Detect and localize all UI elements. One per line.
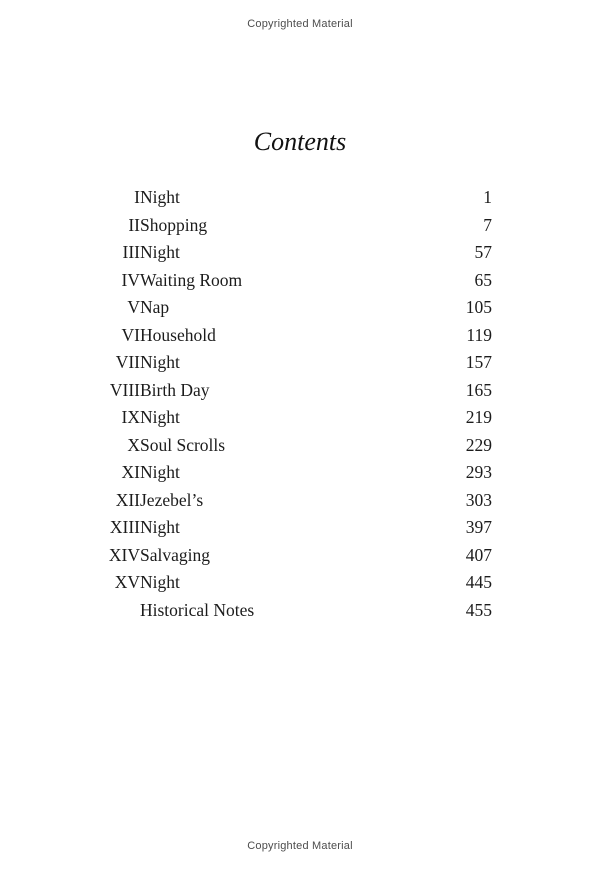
copyright-watermark-top: Copyrighted Material [247, 18, 353, 30]
chapter-numeral: IX [121, 407, 140, 427]
chapter-title: Shopping [140, 214, 208, 235]
toc-row [100, 184, 492, 212]
chapter-page-number: 407 [465, 544, 492, 565]
toc-row [100, 267, 492, 295]
chapter-numeral: XIV [108, 544, 140, 565]
chapter-numeral [100, 597, 140, 625]
chapter-title: Soul Scrolls [140, 434, 226, 455]
chapter-page-number: 293 [465, 462, 492, 482]
chapter-title: Historical Notes [140, 599, 255, 620]
toc-row [100, 514, 492, 542]
chapter-title: Birth Day [140, 379, 210, 400]
chapter-page-number: 105 [465, 297, 492, 317]
chapter-numeral: V [127, 297, 140, 317]
chapter-page-number: 65 [474, 269, 492, 290]
toc-table [100, 184, 492, 624]
chapter-numeral: IV [121, 269, 140, 290]
copyright-watermark-bottom: Copyrighted Material [247, 840, 353, 852]
contents-title: Contents [253, 127, 347, 156]
chapter-page-number: 1 [483, 187, 492, 207]
toc-row [100, 377, 492, 405]
toc-row [100, 432, 492, 460]
chapter-page-number: 229 [465, 434, 492, 455]
chapter-numeral: III [122, 242, 140, 262]
chapter-numeral: XII [115, 489, 140, 510]
toc-body [100, 184, 492, 624]
toc-row [100, 294, 492, 322]
chapter-title: Night [140, 407, 180, 427]
chapter-title: Night [140, 352, 180, 372]
chapter-title: Salvaging [140, 544, 210, 565]
toc-row [100, 212, 492, 240]
chapter-page-number: 7 [483, 214, 492, 235]
chapter-numeral: VII [115, 352, 140, 372]
toc-row [100, 597, 492, 625]
chapter-title: Waiting Room [140, 269, 243, 290]
chapter-numeral: VI [121, 324, 140, 345]
chapter-page-number: 397 [465, 517, 492, 537]
toc-row [100, 487, 492, 515]
chapter-title: Night [140, 462, 180, 482]
chapter-numeral: XV [114, 572, 140, 592]
chapter-title: Night [140, 517, 180, 537]
chapter-numeral: I [134, 187, 140, 207]
toc-row [100, 239, 492, 267]
toc-row [100, 349, 492, 377]
chapter-page-number: 455 [465, 599, 492, 620]
chapter-title: Jezebel’s [140, 489, 204, 510]
chapter-numeral: VIII [109, 379, 140, 400]
chapter-numeral: X [127, 434, 140, 455]
toc-row [100, 542, 492, 570]
chapter-numeral: II [128, 214, 140, 235]
chapter-title: Nap [140, 297, 170, 317]
chapter-numeral: XI [121, 462, 140, 482]
toc-row [100, 322, 492, 350]
toc-row [100, 569, 492, 597]
chapter-numeral: XIII [109, 517, 140, 537]
toc-row [100, 404, 492, 432]
chapter-title: Night [140, 187, 180, 207]
chapter-page-number: 119 [466, 324, 492, 345]
toc-row [100, 459, 492, 487]
chapter-title: Night [140, 242, 180, 262]
chapter-title: Night [140, 572, 180, 592]
chapter-title: Household [140, 324, 216, 345]
chapter-page-number: 303 [465, 489, 492, 510]
chapter-page-number: 57 [474, 242, 492, 262]
chapter-page-number: 445 [465, 572, 492, 592]
chapter-page-number: 165 [465, 379, 492, 400]
chapter-page-number: 219 [465, 407, 492, 427]
chapter-page-number: 157 [465, 352, 492, 372]
